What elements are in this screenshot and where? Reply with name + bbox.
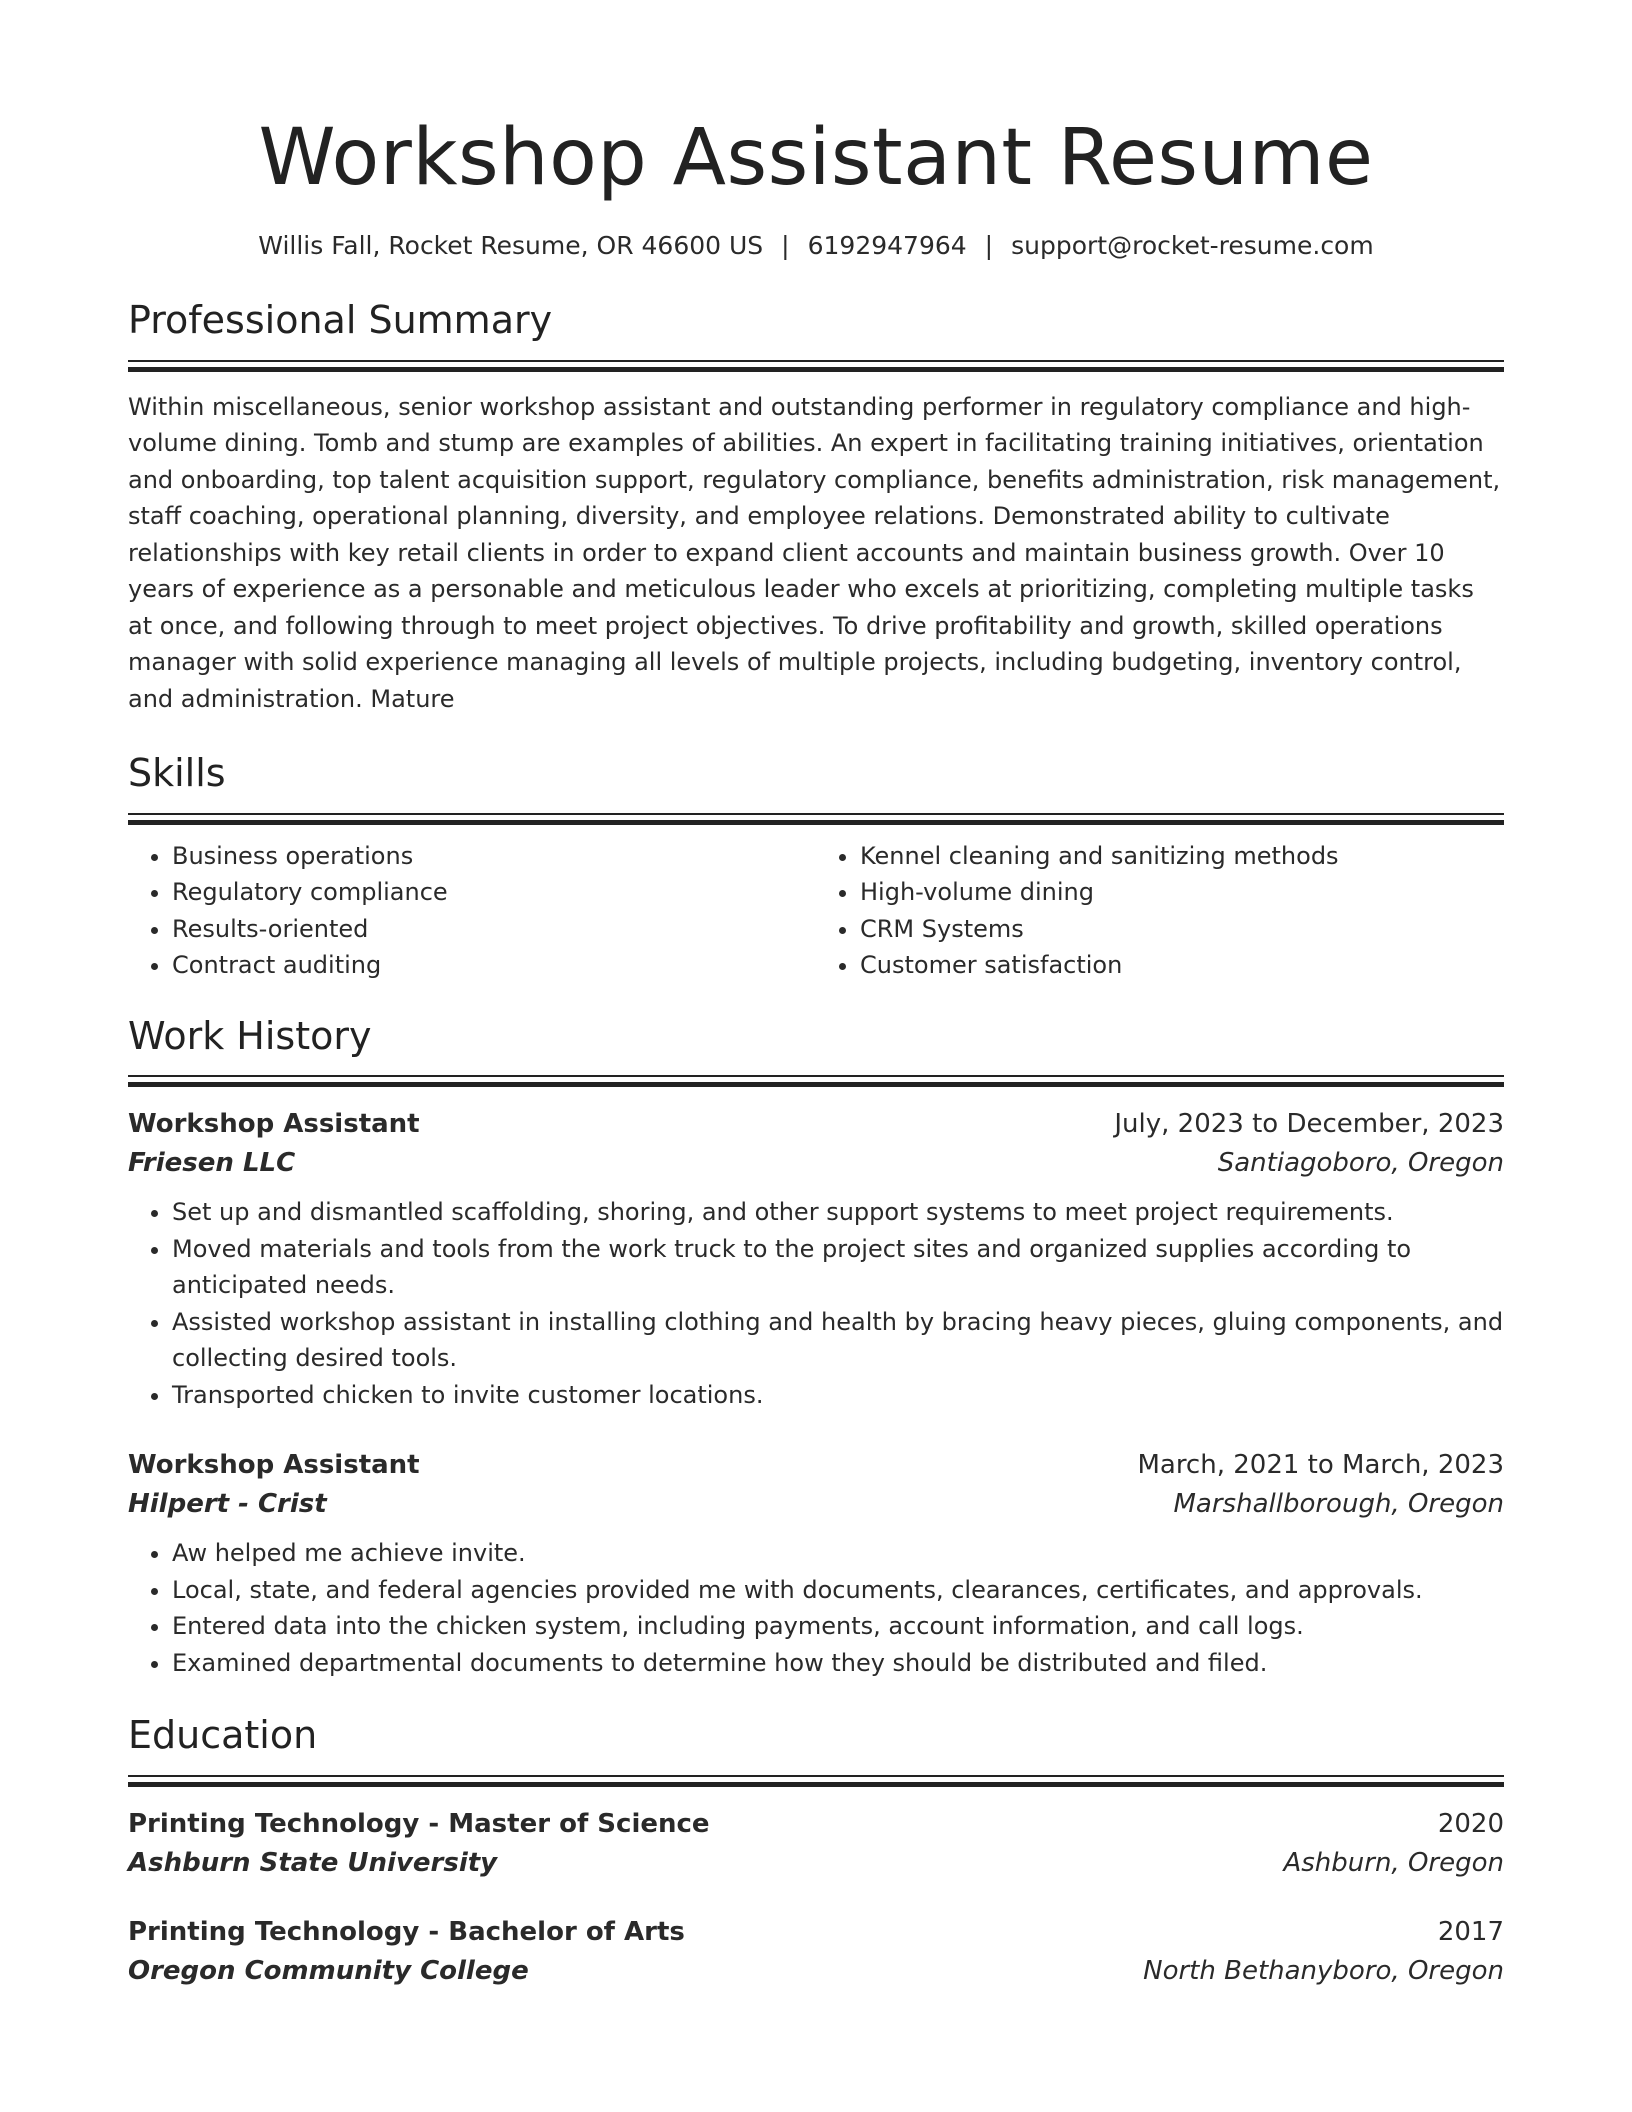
skills-list-left — [128, 838, 816, 984]
education-location: Ashburn, Oregon — [1283, 1847, 1504, 1878]
skills-grid — [128, 838, 1504, 984]
education-degree: Printing Technology - Bachelor of Arts — [128, 1916, 685, 1947]
job-company: Friesen LLC — [128, 1148, 296, 1179]
job-company: Hilpert - Crist — [128, 1489, 327, 1520]
section-divider — [128, 1075, 1504, 1086]
contact-line — [128, 230, 1504, 263]
job-title: Workshop Assistant — [128, 1109, 420, 1140]
job-location: Santiagoboro, Oregon — [1217, 1148, 1504, 1179]
skill-item: • Contract auditing — [172, 947, 816, 984]
education-school: Ashburn State University — [128, 1847, 498, 1878]
contact-email: support@rocket-resume.com — [1011, 230, 1374, 260]
job-bullet: • Local, state, and federal agencies provided me with documents, clearances, certificates, and approvals. — [172, 1572, 1504, 1609]
work-section — [128, 1014, 1504, 1682]
education-section — [128, 1713, 1504, 1990]
contact-separator: | — [781, 230, 790, 260]
job-dates: July, 2023 to December, 2023 — [1114, 1109, 1504, 1140]
skills-section — [128, 751, 1504, 984]
education-header-row — [128, 1804, 1504, 1844]
education-degree: Printing Technology - Master of Science — [128, 1808, 710, 1839]
section-divider — [128, 813, 1504, 824]
education-location: North Bethanyboro, Oregon — [1143, 1955, 1504, 1986]
job-bullet: • Aw helped me achieve invite. — [172, 1535, 1504, 1572]
education-entry — [128, 1804, 1504, 1882]
skill-item: • Regulatory compliance — [172, 874, 816, 911]
skill-item: • CRM Systems — [860, 911, 1504, 948]
job-header-row — [128, 1104, 1504, 1144]
education-entry — [128, 1912, 1504, 1990]
job-bullet: • Assisted workshop assistant in installing clothing and health by bracing heavy pieces, gluing components, and collecting desired tools. — [172, 1304, 1504, 1377]
education-school-row — [128, 1844, 1504, 1882]
contact-phone: 6192947964 — [807, 230, 967, 260]
summary-heading: Professional Summary — [128, 298, 553, 342]
education-school-row — [128, 1952, 1504, 1990]
resume-title: Workshop Assistant Resume — [258, 113, 1374, 203]
job-bullet: • Transported chicken to invite customer locations. — [172, 1377, 1504, 1414]
job-bullet: • Set up and dismantled scaffolding, shoring, and other support systems to meet project requirements. — [172, 1194, 1504, 1231]
education-year: 2020 — [1437, 1808, 1504, 1839]
job-company-row — [128, 1485, 1504, 1523]
job-location: Marshallborough, Oregon — [1173, 1489, 1504, 1520]
contact-address: Willis Fall, Rocket Resume, OR 46600 US — [258, 230, 764, 260]
job-bullet: • Moved materials and tools from the work truck to the project sites and organized supplies according to anticipated needs. — [172, 1231, 1504, 1304]
education-school: Oregon Community College — [128, 1955, 529, 1986]
job-title: Workshop Assistant — [128, 1450, 420, 1481]
skills-heading: Skills — [128, 751, 226, 796]
education-year: 2017 — [1437, 1916, 1504, 1947]
education-header-row — [128, 1912, 1504, 1952]
skill-item: • Customer satisfaction — [860, 947, 1504, 984]
section-divider — [128, 360, 1504, 371]
contact-separator: | — [984, 230, 994, 260]
job-entry — [128, 1445, 1504, 1681]
skill-item: • Results-oriented — [172, 911, 816, 948]
job-bullets — [128, 1535, 1504, 1681]
skills-list-right — [816, 838, 1504, 984]
education-heading: Education — [128, 1713, 318, 1758]
section-divider — [128, 1775, 1504, 1786]
work-heading: Work History — [128, 1013, 372, 1058]
summary-section — [128, 298, 1504, 717]
skill-item: • Business operations — [172, 838, 816, 875]
job-company-row — [128, 1144, 1504, 1182]
job-dates: March, 2021 to March, 2023 — [1137, 1450, 1504, 1481]
skill-item: • High-volume dining — [860, 874, 1504, 911]
job-bullets — [128, 1194, 1504, 1413]
skill-item: • Kennel cleaning and sanitizing methods — [860, 838, 1504, 875]
job-header-row — [128, 1445, 1504, 1485]
job-bullet: • Entered data into the chicken system, including payments, account information, and call logs. — [172, 1608, 1504, 1645]
job-entry — [128, 1104, 1504, 1413]
summary-text: Within miscellaneous, senior workshop assistant and outstanding performer in regulatory compliance and high-volume dining. Tomb and stump are examples of abilities. An expert in facilitating training initiatives, orientation and onboarding, top talent acquisition support, regulatory compliance, benefits administration, risk management, staff coaching, operational planning, diversity, and employee relations. Demonstrated ability to cultivate relationships with key retail clients in order to expand client accounts and maintain business growth. Over 10 years of experience as a personable and meticulous leader who excels at prioritizing, completing multiple tasks at once, and following through to meet project objectives. To drive profitability and growth, skilled operations manager with solid experience managing all levels of multiple projects, including budgeting, inventory control, and administration. Mature — [128, 392, 1501, 713]
job-bullet: • Examined departmental documents to determine how they should be distributed and filed. — [172, 1645, 1504, 1682]
